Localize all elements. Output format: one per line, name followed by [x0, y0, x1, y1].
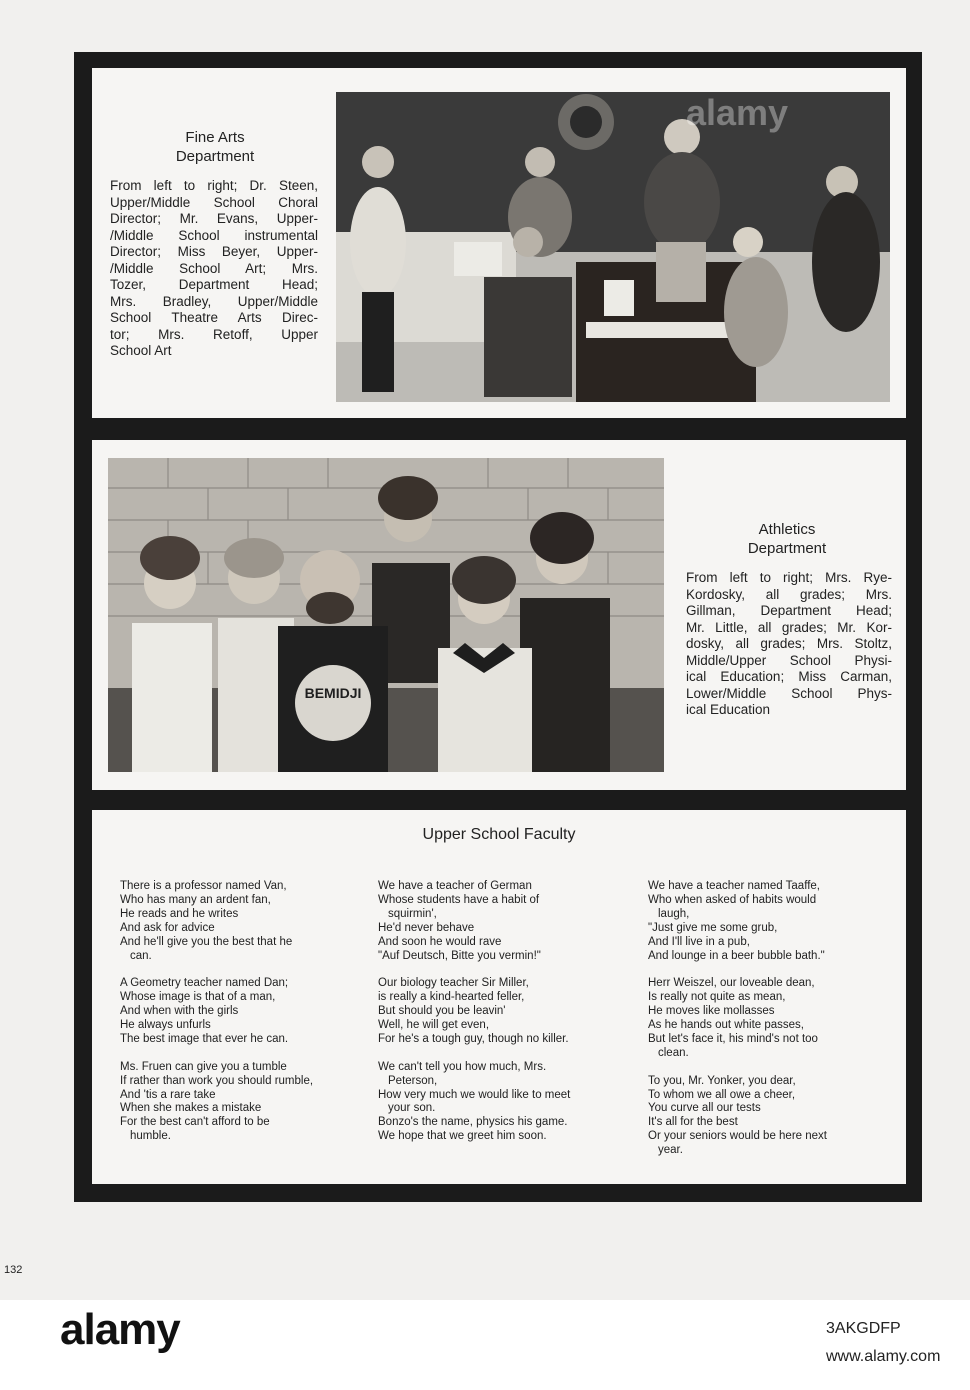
- poem-line: We hope that we greet him soon.: [378, 1130, 547, 1143]
- poem-column-2: [378, 880, 618, 1158]
- poem-line: But let's face it, his mind's not too: [648, 1032, 818, 1045]
- poem-line: To whom we all owe a cheer,: [648, 1088, 796, 1101]
- poem-line: your son.: [388, 1102, 436, 1115]
- poem-line: is really a kind-hearted feller,: [378, 991, 525, 1004]
- fine-arts-caption-line: From left to right; Dr. Steen,: [110, 178, 318, 193]
- poem-line: year.: [658, 1144, 683, 1157]
- poem-line: laugh,: [658, 907, 690, 920]
- fine-arts-caption-line: Director; Mr. Evans, Upper-: [110, 211, 318, 226]
- poem-line: Whose image is that of a man,: [120, 991, 276, 1004]
- poem-line: "Auf Deutsch, Bitte you vermin!": [378, 949, 541, 962]
- poem-line: can.: [130, 949, 152, 962]
- poem-line: The best image that ever he can.: [120, 1032, 289, 1045]
- poem-line: A Geometry teacher named Dan;: [120, 977, 289, 990]
- shirt-text: BEMIDJI: [304, 685, 362, 701]
- poem-column-3: [648, 880, 888, 1172]
- fine-arts-caption: [110, 178, 318, 360]
- poem-line: To you, Mr. Yonker, you dear,: [648, 1074, 796, 1087]
- poem-stanza: [120, 977, 360, 1047]
- poem-line: We can't tell you how much, Mrs.: [378, 1060, 547, 1073]
- poem-line: Herr Weiszel, our loveable dean,: [648, 977, 815, 990]
- image-code: 3AKGDFP: [826, 1320, 901, 1337]
- poem-line: It's all for the best: [648, 1116, 738, 1129]
- fine-arts-caption-line: Tozer, Department Head;: [110, 277, 318, 292]
- poem-stanza: [648, 1075, 888, 1158]
- athletics-title: [712, 520, 862, 558]
- poem-line: He moves like mollasses: [648, 1005, 775, 1018]
- poem-line: humble.: [130, 1130, 171, 1143]
- poem-line: We have a teacher of German: [378, 880, 532, 892]
- poem-line: And soon he would rave: [378, 935, 502, 948]
- poem-line: As he hands out white passes,: [648, 1019, 804, 1032]
- poem-line: He always unfurls: [120, 1019, 211, 1032]
- poem-line: But should you be leavin': [378, 1005, 506, 1018]
- poem-stanza: [378, 1061, 618, 1144]
- athletics-photo: [108, 458, 664, 772]
- fine-arts-caption-line: /Middle School Art; Mrs.: [110, 260, 318, 276]
- poem-line: For he's a tough guy, though no killer.: [378, 1032, 569, 1045]
- athletics-caption-line: Kordosky, all grades; Mrs.: [686, 586, 892, 602]
- poem-line: And lounge in a beer bubble bath.": [648, 949, 825, 962]
- poem-line: And he'll give you the best that he: [120, 935, 293, 948]
- photo-watermark-1: alamy: [686, 92, 789, 133]
- upper-school-title: Upper School Faculty: [422, 826, 576, 843]
- fine-arts-caption-line: School Art: [110, 343, 172, 358]
- fine-arts-title-line1: Fine Arts: [185, 129, 245, 146]
- athletics-caption-line: Mr. Little, all grades; Mr. Kor-: [686, 619, 892, 635]
- poem-line: Bonzo's the name, physics his game.: [378, 1116, 568, 1129]
- poem-line: He reads and he writes: [120, 907, 239, 920]
- poem-line: And ask for advice: [120, 921, 215, 934]
- fine-arts-title: [140, 128, 290, 166]
- poem-line: clean.: [658, 1046, 689, 1059]
- poem-stanza: [378, 880, 618, 963]
- fine-arts-caption-line: Upper/Middle School Choral: [110, 194, 318, 210]
- poem-stanza: [120, 1061, 360, 1144]
- poem-line: Peterson,: [388, 1074, 438, 1087]
- poem-line: Who when asked of habits would: [648, 893, 817, 906]
- poem-line: "Just give me some grub,: [648, 921, 778, 934]
- athletics-title-line2: Department: [747, 540, 827, 557]
- fine-arts-caption-line: /Middle School instrumental: [110, 227, 318, 243]
- poem-line: Or your seniors would be here next: [648, 1130, 827, 1143]
- poem-line: And when with the girls: [120, 1005, 239, 1018]
- poem-stanza: [378, 977, 618, 1047]
- poem-line: If rather than work you should rumble,: [120, 1074, 314, 1087]
- poem-line: Who has many an ardent fan,: [120, 893, 271, 906]
- poem-stanza: [648, 880, 888, 963]
- athletics-caption-line: Middle/Upper School Physi-: [686, 652, 892, 668]
- poem-line: For the best can't afford to be: [120, 1116, 270, 1129]
- poem-line: How very much we would like to meet: [378, 1088, 571, 1101]
- poem-stanza: [648, 977, 888, 1060]
- poem-line: Our biology teacher Sir Miller,: [378, 977, 529, 990]
- poem-line: Well, he will get even,: [378, 1019, 490, 1032]
- page-number: 132: [4, 1264, 23, 1276]
- alamy-logo: alamy: [60, 1305, 180, 1354]
- fine-arts-caption-line: tor; Mrs. Retoff, Upper: [110, 326, 318, 342]
- poem-line: Is really not quite as mean,: [648, 991, 786, 1004]
- poem-line: Whose students have a habit of: [378, 893, 540, 906]
- poem-line: You curve all our tests: [648, 1102, 761, 1115]
- athletics-caption-line: ical Education; Miss Carman,: [686, 669, 892, 684]
- poem-line: There is a professor named Van,: [120, 880, 287, 892]
- poem-stanza: [120, 880, 360, 963]
- poem-line: squirmin',: [388, 907, 437, 920]
- athletics-caption-line: ical Education: [686, 702, 771, 717]
- poem-line: Ms. Fruen can give you a tumble: [120, 1060, 287, 1073]
- poem-line: We have a teacher named Taaffe,: [648, 880, 820, 892]
- athletics-caption-line: From left to right; Mrs. Rye-: [686, 570, 892, 585]
- poem-line: And I'll live in a pub,: [648, 935, 750, 948]
- fine-arts-caption-line: Director; Miss Beyer, Upper-: [110, 244, 318, 259]
- athletics-caption: [686, 570, 892, 719]
- athletics-title-line1: Athletics: [758, 521, 816, 538]
- fine-arts-title-line2: Department: [175, 148, 255, 165]
- fine-arts-caption-line: Mrs. Bradley, Upper/Middle: [110, 293, 318, 309]
- poem-line: When she makes a mistake: [120, 1102, 262, 1115]
- athletics-caption-line: Lower/Middle School Phys-: [686, 685, 892, 701]
- poem-line: And 'tis a rare take: [120, 1088, 216, 1101]
- poem-column-1: [120, 880, 360, 1158]
- fine-arts-photo: [336, 92, 890, 402]
- fine-arts-caption-line: School Theatre Arts Direc-: [110, 310, 318, 325]
- poem-line: He'd never behave: [378, 921, 475, 934]
- athletics-caption-line: dosky, all grades; Mrs. Stoltz,: [686, 636, 892, 651]
- athletics-caption-line: Gillman, Department Head;: [686, 603, 892, 618]
- site-url: www.alamy.com: [826, 1348, 941, 1365]
